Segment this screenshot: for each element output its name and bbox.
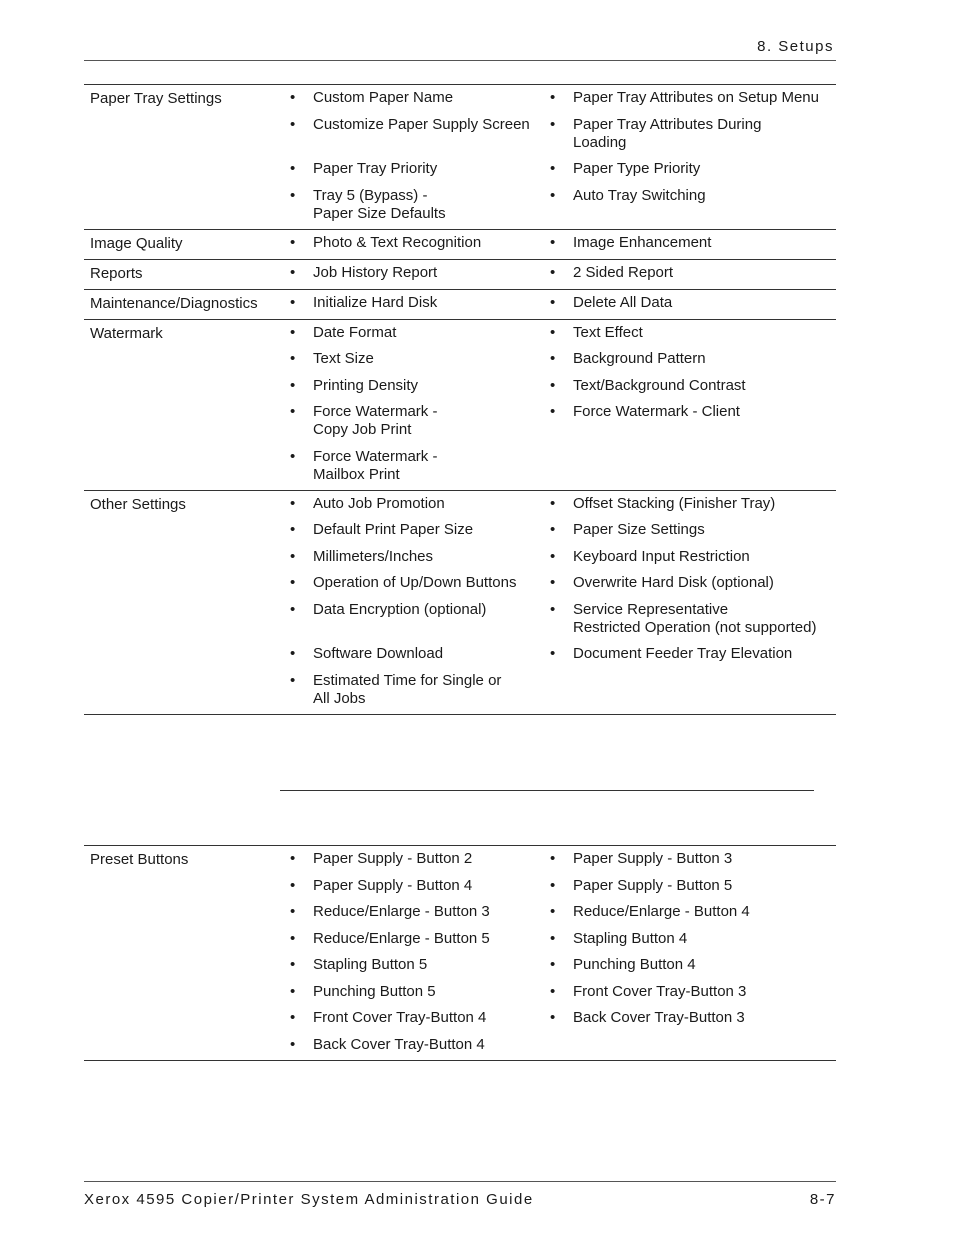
preset-buttons-table xyxy=(84,845,836,1061)
list-item xyxy=(545,574,835,592)
bullet-icon: • xyxy=(550,233,556,251)
list-item xyxy=(285,448,545,484)
list-item-label: Paper Tray Priority xyxy=(313,160,438,177)
list-item xyxy=(285,187,545,223)
footer-title: Xerox 4595 Copier/Printer System Administration Guide xyxy=(84,1191,534,1208)
list-item xyxy=(545,403,835,439)
list-item-label: Estimated Time for Single or All Jobs xyxy=(313,671,502,707)
bullet-icon: • xyxy=(550,903,556,920)
list-item-label: Reduce/Enlarge - Button 3 xyxy=(313,903,490,920)
list-item-label: 2 Sided Report xyxy=(573,263,674,281)
row-category: Preset Buttons xyxy=(90,851,189,868)
list-item-label: Keyboard Input Restriction xyxy=(573,547,750,565)
list-item xyxy=(545,234,835,252)
list-item xyxy=(545,1036,835,1054)
bullet-icon: • xyxy=(290,350,296,367)
list-item xyxy=(285,324,545,342)
bullet-icon: • xyxy=(290,293,296,311)
bullet-icon: • xyxy=(290,447,296,465)
list-item-label: Punching Button 5 xyxy=(313,982,436,1000)
list-item xyxy=(545,116,835,152)
list-item-label: Initialize Hard Disk xyxy=(313,293,438,311)
list-item xyxy=(285,983,545,1001)
bullet-icon: • xyxy=(550,115,556,133)
list-item-label: Custom Paper Name xyxy=(313,89,454,106)
row-items xyxy=(285,495,835,708)
list-item xyxy=(285,1009,545,1027)
list-item xyxy=(545,983,835,1001)
list-item xyxy=(545,377,835,395)
row-category: Reports xyxy=(90,264,143,282)
row-items xyxy=(285,850,835,1054)
bullet-icon: • xyxy=(550,1009,556,1026)
bullet-icon: • xyxy=(290,574,296,591)
list-item-label: Paper Supply - Button 2 xyxy=(313,850,473,867)
row-category: Image Quality xyxy=(90,234,183,252)
bullet-icon: • xyxy=(550,850,556,867)
row-category: Watermark xyxy=(90,324,163,342)
list-item-label: Paper Supply - Button 4 xyxy=(313,876,473,894)
bullet-icon: • xyxy=(290,903,296,920)
table-row xyxy=(84,290,836,320)
settings-table xyxy=(84,84,836,715)
list-item-label: Force Watermark - Mailbox Print xyxy=(313,447,438,483)
bullet-icon: • xyxy=(290,376,296,394)
bullet-icon: • xyxy=(550,494,556,512)
list-item-label: Job History Report xyxy=(313,263,438,281)
list-item xyxy=(545,294,835,312)
list-item xyxy=(285,377,545,395)
list-item xyxy=(285,89,545,107)
bullet-icon: • xyxy=(550,323,556,341)
list-item xyxy=(285,956,545,974)
list-item xyxy=(285,645,545,663)
list-item xyxy=(545,903,835,921)
list-item xyxy=(285,495,545,513)
bullet-icon: • xyxy=(550,547,556,565)
list-item xyxy=(545,930,835,948)
list-item-label: Auto Tray Switching xyxy=(573,186,706,204)
bullet-icon: • xyxy=(550,293,556,311)
bullet-icon: • xyxy=(550,186,556,204)
list-item xyxy=(545,601,835,637)
bullet-icon: • xyxy=(550,574,556,591)
list-item-label: Customize Paper Supply Screen xyxy=(313,115,530,133)
bullet-icon: • xyxy=(290,850,296,867)
row-items xyxy=(285,294,835,313)
list-item xyxy=(285,672,545,708)
list-item-label: Operation of Up/Down Buttons xyxy=(313,574,517,591)
list-item-label: Software Download xyxy=(313,645,444,662)
list-item-label: Service Representative Restricted Operation (not supported) xyxy=(573,600,817,636)
bullet-icon: • xyxy=(290,115,296,133)
list-item-label: Text/Background Contrast xyxy=(573,376,746,394)
bullet-icon: • xyxy=(550,403,556,420)
table-row xyxy=(84,320,836,491)
list-item xyxy=(285,574,545,592)
list-item xyxy=(545,324,835,342)
list-item-label: Default Print Paper Size xyxy=(313,521,474,538)
list-item xyxy=(545,448,835,484)
list-item-label: Force Watermark - Client xyxy=(573,403,740,420)
list-item-label: Text Effect xyxy=(573,323,643,341)
list-item xyxy=(545,1009,835,1027)
list-item xyxy=(545,645,835,663)
footer-rule xyxy=(84,1181,836,1182)
bullet-icon: • xyxy=(290,521,296,538)
header-rule xyxy=(84,60,836,61)
list-item-label: Auto Job Promotion xyxy=(313,494,445,512)
list-item-label: Paper Tray Attributes During Loading xyxy=(573,115,762,151)
bullet-icon: • xyxy=(550,350,556,367)
list-item xyxy=(285,903,545,921)
list-item-label: Reduce/Enlarge - Button 5 xyxy=(313,929,490,947)
bullet-icon: • xyxy=(290,160,296,177)
bullet-icon: • xyxy=(290,263,296,281)
bullet-icon: • xyxy=(290,876,296,894)
list-item-label: Force Watermark - Copy Job Print xyxy=(313,403,438,438)
table-row xyxy=(84,230,836,260)
bullet-icon: • xyxy=(550,645,556,662)
list-item xyxy=(545,160,835,178)
row-items xyxy=(285,234,835,253)
bullet-icon: • xyxy=(290,982,296,1000)
list-item-label: Paper Tray Attributes on Setup Menu xyxy=(573,89,819,106)
list-item-label: Front Cover Tray-Button 4 xyxy=(313,1009,487,1026)
list-item xyxy=(285,850,545,868)
list-item-label: Front Cover Tray-Button 3 xyxy=(573,982,747,1000)
page-number: 8-7 xyxy=(809,1191,836,1208)
list-item xyxy=(545,350,835,368)
list-item-label: Overwrite Hard Disk (optional) xyxy=(573,574,774,591)
list-item xyxy=(285,403,545,439)
table-row xyxy=(84,85,836,230)
table-row xyxy=(84,491,836,715)
bullet-icon: • xyxy=(290,645,296,662)
bullet-icon: • xyxy=(290,494,296,512)
list-item xyxy=(285,160,545,178)
list-item xyxy=(285,601,545,637)
list-item-label: Document Feeder Tray Elevation xyxy=(573,645,793,662)
row-items xyxy=(285,264,835,283)
list-item xyxy=(285,350,545,368)
list-item-label: Offset Stacking (Finisher Tray) xyxy=(573,494,776,512)
list-item xyxy=(285,930,545,948)
bullet-icon: • xyxy=(550,956,556,973)
list-item-label: Punching Button 4 xyxy=(573,956,696,973)
bullet-icon: • xyxy=(290,1009,296,1026)
list-item-label: Reduce/Enlarge - Button 4 xyxy=(573,903,750,920)
bullet-icon: • xyxy=(550,982,556,1000)
bullet-icon: • xyxy=(550,160,556,177)
list-item xyxy=(285,1036,545,1054)
bullet-icon: • xyxy=(290,956,296,973)
list-item xyxy=(285,234,545,252)
bullet-icon: • xyxy=(290,403,296,420)
list-item xyxy=(285,294,545,312)
bullet-icon: • xyxy=(550,521,556,538)
list-item-label: Back Cover Tray-Button 3 xyxy=(573,1009,745,1026)
list-item-label: Stapling Button 4 xyxy=(573,929,688,947)
list-item xyxy=(545,495,835,513)
bullet-icon: • xyxy=(550,263,556,281)
bullet-icon: • xyxy=(290,1035,296,1053)
list-item xyxy=(285,116,545,152)
list-item xyxy=(545,956,835,974)
list-item xyxy=(285,521,545,539)
list-item-label: Photo & Text Recognition xyxy=(313,233,482,251)
row-items xyxy=(285,324,835,484)
bullet-icon: • xyxy=(550,876,556,894)
list-item xyxy=(285,548,545,566)
list-item-label: Back Cover Tray-Button 4 xyxy=(313,1035,485,1053)
bullet-icon: • xyxy=(550,929,556,947)
row-category: Paper Tray Settings xyxy=(90,90,222,107)
list-item-label: Stapling Button 5 xyxy=(313,956,428,973)
list-item-label: Text Size xyxy=(313,350,374,367)
list-item-label: Date Format xyxy=(313,323,397,341)
bullet-icon: • xyxy=(290,600,296,618)
bullet-icon: • xyxy=(290,186,296,204)
row-items xyxy=(285,89,835,223)
list-item-label: Paper Size Settings xyxy=(573,521,705,538)
list-item-label: Image Enhancement xyxy=(573,233,712,251)
bullet-icon: • xyxy=(290,671,296,689)
list-item xyxy=(285,264,545,282)
list-item-label: Delete All Data xyxy=(573,293,673,311)
bullet-icon: • xyxy=(290,323,296,341)
list-item-label: Data Encryption (optional) xyxy=(313,600,487,618)
bullet-icon: • xyxy=(290,929,296,947)
list-item-label: Paper Type Priority xyxy=(573,160,701,177)
list-item-label: Paper Supply - Button 5 xyxy=(573,876,733,894)
bullet-icon: • xyxy=(290,89,296,106)
list-item xyxy=(545,521,835,539)
list-item xyxy=(545,89,835,107)
list-item xyxy=(545,264,835,282)
list-item xyxy=(545,877,835,895)
separator-rule xyxy=(280,790,814,791)
list-item-label: Millimeters/Inches xyxy=(313,547,434,565)
table-row xyxy=(84,846,836,1061)
section-header: 8. Setups xyxy=(757,38,834,55)
table-row xyxy=(84,260,836,290)
list-item xyxy=(545,187,835,223)
list-item xyxy=(545,548,835,566)
row-category: Other Settings xyxy=(90,495,186,513)
bullet-icon: • xyxy=(550,89,556,106)
list-item xyxy=(285,877,545,895)
bullet-icon: • xyxy=(290,547,296,565)
list-item-label: Tray 5 (Bypass) - Paper Size Defaults xyxy=(313,186,446,222)
list-item-label: Background Pattern xyxy=(573,350,706,367)
list-item-label: Printing Density xyxy=(313,376,419,394)
bullet-icon: • xyxy=(290,233,296,251)
list-item-label: Paper Supply - Button 3 xyxy=(573,850,733,867)
bullet-icon: • xyxy=(550,600,556,618)
list-item xyxy=(545,850,835,868)
row-category: Maintenance/Diagnostics xyxy=(90,294,258,312)
bullet-icon: • xyxy=(550,376,556,394)
list-item xyxy=(545,672,835,708)
